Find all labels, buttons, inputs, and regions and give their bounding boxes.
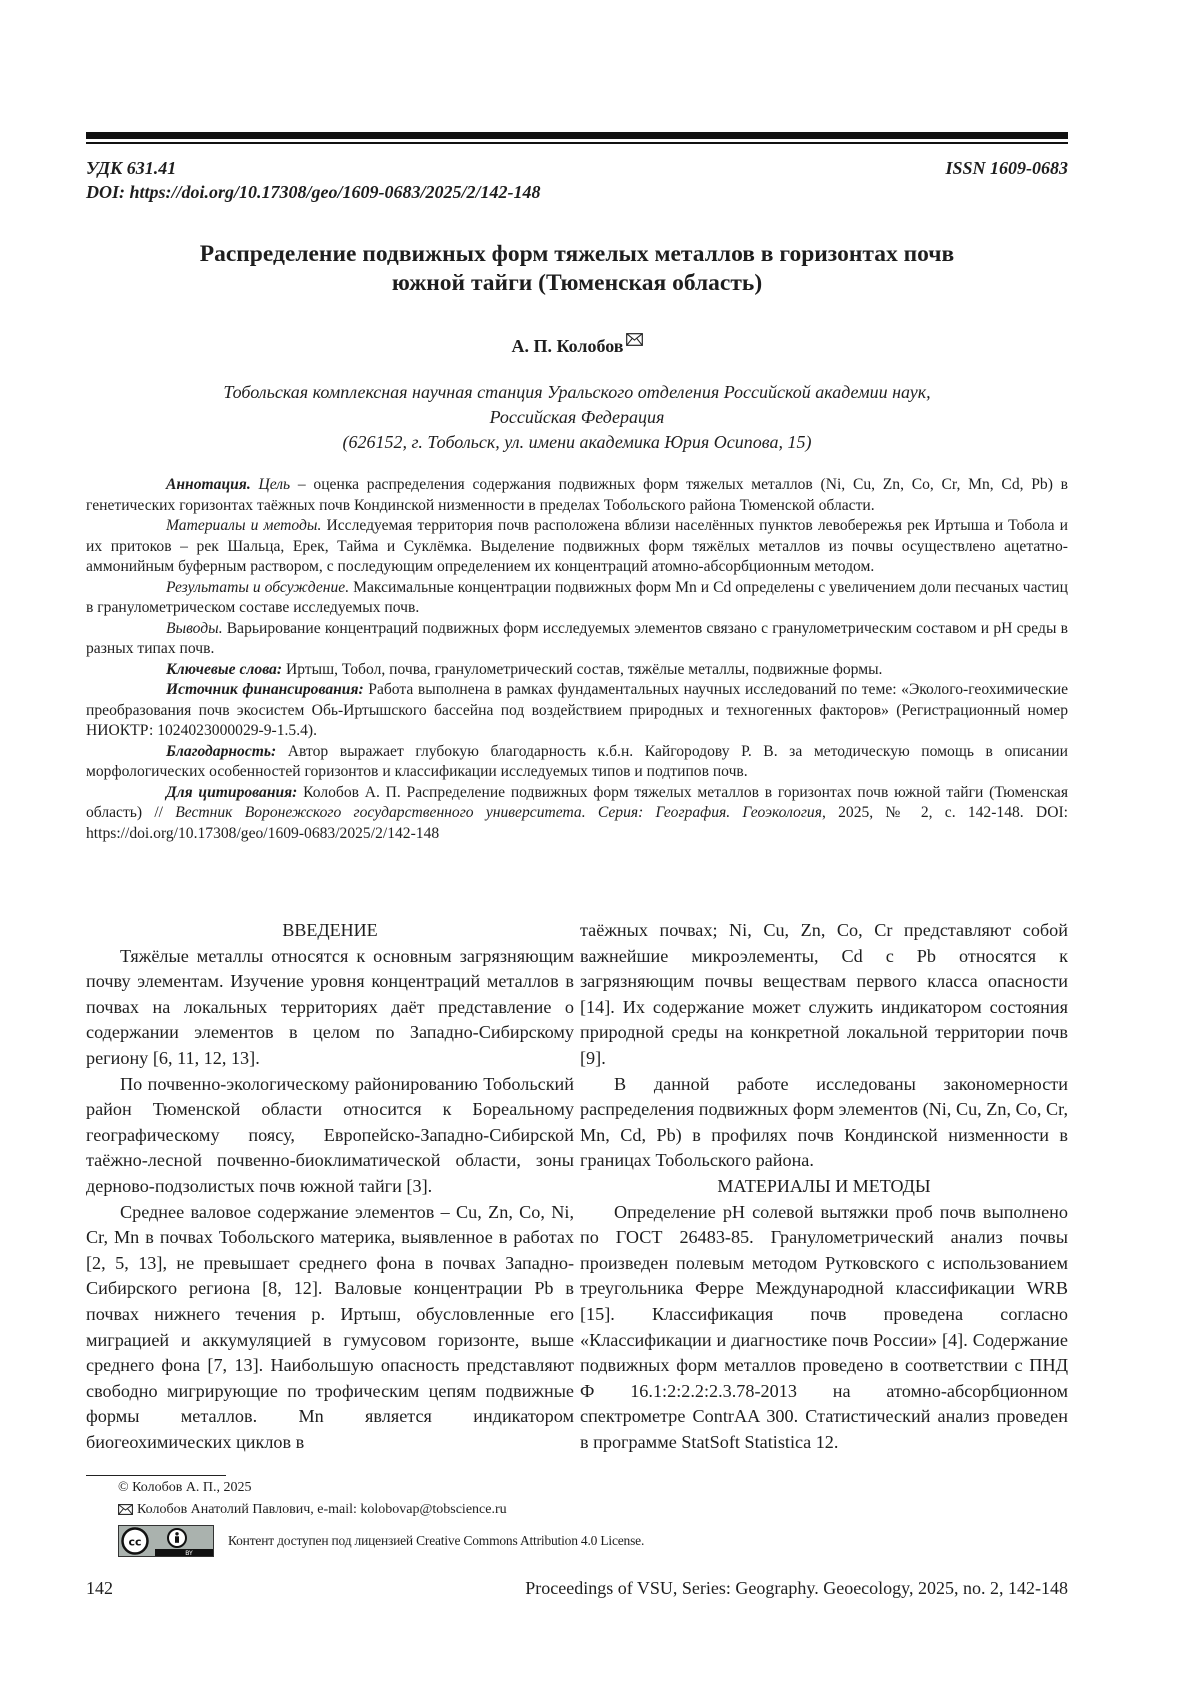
abstract-methods — [86, 516, 1068, 578]
methods-heading: МАТЕРИАЛЫ И МЕТОДЫ — [717, 1175, 931, 1196]
page-number: 142 — [86, 1578, 113, 1598]
author-line — [86, 333, 1068, 357]
abstract-thanks — [86, 742, 1068, 783]
copyright-note: © Колобов А. П., 2025 — [118, 1480, 252, 1495]
footnote-rule — [86, 1475, 226, 1476]
intro-paragraph-1: Тяжёлые металлы относятся к основным загрязняющим почву элементам. Изучение уровня концентраций металлов в почвах на локальных территориях даёт представление о содержании элементов в целом по Западно-Сибирскому региону [6, 11, 12, 13]. — [86, 945, 574, 1068]
keywords-label: Ключевые слова: — [166, 660, 283, 678]
intro-paragraph-3: Среднее валовое содержание элементов – Cu, Zn, Co, Ni, Cr, Mn в почвах Тобольского материка, выявленное в работах [2, 5, 13], не превышает среднего фона в почвах Западно-Сибирского региона [8, 12]. Валовые концентрации Pb в почвах нижнего течения р. Иртыш, обусловленные его миграцией и аккумуляцией в гумусовом горизонте, выше среднего фона [7, 13]. Наибольшую опасность представляют свободно мигрирующие по трофическим цепям подвижные формы металлов. Mn является индикатором биогеохимических циклов в — [86, 1201, 574, 1452]
affiliation-line-3: (626152, г. Тобольск, ул. имени академика Юрия Осипова, 15) — [342, 432, 812, 452]
author-name: А. П. Колобов — [511, 336, 624, 356]
keywords-text: Иртыш, Тобол, почва, гранулометрический состав, тяжёлые металлы, подвижные формы. — [282, 660, 883, 678]
thanks-label: Благодарность: — [166, 742, 277, 760]
goal-text: – оценка распределения содержания подвижных форм тяжелых металлов (Ni, Cu, Zn, Co, Cr, Mn, Cd, Pb) в генетических горизонтах таёжных почв Кондинской низменности в пределах Тобольского района Тюменской области. — [86, 476, 1068, 514]
right-column — [580, 918, 1068, 1455]
conclusions-text: Варьирование концентраций подвижных форм исследуемых элементов связано с гранулометрическим составом и pH среды в разных типах почв. — [86, 619, 1068, 657]
results-text: Максимальные концентрации подвижных форм Mn и Cd определены с увеличением доли песчаных частиц в гранулометрическом составе исследуемых почв. — [86, 578, 1068, 616]
methods-text: Исследуемая территория почв расположена вблизи населённых пунктов левобережья рек Иртыша и Тобола и их притоков – рек Шальца, Ерек, Тайма и Суклёмка. Выделение подвижных форм тяжёлых металлов из почвы осуществлено ацетатно-аммонийным буферным раствором, с последующим определением их концентраций атомно-абсорбционным методом. — [86, 517, 1068, 575]
abstract-results — [86, 578, 1068, 619]
title-line-2: южной тайги (Тюменская область) — [391, 270, 763, 296]
cc-by-label: BY — [185, 1550, 193, 1556]
udk-code: УДК 631.41 — [86, 158, 177, 178]
title-line-1: Распределение подвижных форм тяжелых металлов в горизонтах почв — [199, 241, 955, 267]
conclusions-label: Выводы. — [166, 619, 223, 637]
intro-paragraph-4: В данной работе исследованы закономерности распределения подвижных форм элементов (Ni, Cu, Zn, Co, Cr, Mn, Cd, Pb) в профилях почв Кондинской низменности в границах Тобольского района. — [580, 1073, 1068, 1171]
email-text: Колобов Анатолий Павлович, e-mail: kolobovap@tobscience.ru — [137, 1502, 507, 1517]
methods-paragraph-1: Определение pH солевой вытяжки проб почв выполнено по ГОСТ 26483-85. Гранулометрический анализ почвы произведен полевым методом Рутковского с использованием треугольника Ферре Международной классификации WRB [15]. Классификация почв проведена согласно «Классификации и диагностике почв России» [4]. Содержание подвижных форм металлов проведено в соответствии с ПНД Ф 16.1:2:2.2:2.3.78-2013 на атомно-абсорбционном спектрометре ContrAA 300. Статистический анализ проведен в программе StatSoft Statistica 12. — [580, 1201, 1068, 1452]
abstract-keywords — [86, 660, 1068, 681]
abstract-block — [86, 475, 1068, 844]
funding-label: Источник финансирования: — [166, 681, 364, 698]
svg-text:cc: cc — [128, 1535, 142, 1549]
citation-text-2: , 2025, № 2, с. 142-148. DOI: https://doi.org/10.17308/geo/1609-0683/2025/2/142-148 — [86, 804, 1068, 842]
article-title — [86, 240, 1068, 298]
cc-by-badge[interactable] — [118, 1525, 214, 1557]
results-label: Результаты и обсуждение. — [166, 578, 350, 596]
citation-journal: Вестник Воронежского государственного университета. Серия: География. Геоэкология — [175, 804, 822, 821]
envelope-icon — [626, 333, 643, 346]
abstract-conclusions — [86, 619, 1068, 660]
top-thin-rule — [86, 142, 1068, 144]
affiliation — [86, 380, 1068, 455]
intro-paragraph-3-continued: таёжных почвах; Ni, Cu, Zn, Co, Cr представляют собой важнейшие микроэлементы, Cd с Pb относятся к загрязняющим почвы веществам первого класса опасности [14]. Их содержание может служить индикатором состояния природной среды на конкретной локальной территории почв [9]. — [580, 920, 1068, 1068]
annotation-label: Аннотация. — [166, 476, 251, 493]
email-note — [118, 1502, 507, 1518]
abstract-funding — [86, 680, 1068, 742]
abstract-goal — [86, 475, 1068, 516]
goal-label: Цель — [258, 476, 291, 493]
journal-footer: Proceedings of VSU, Series: Geography. Geoecology, 2025, no. 2, 142-148 — [525, 1578, 1068, 1598]
top-thick-rule — [86, 132, 1068, 139]
license-note: Контент доступен под лицензией Creative Commons Attribution 4.0 License. — [228, 1533, 645, 1548]
funding-text: Работа выполнена в рамках фундаментальных научных исследований по теме: «Эколого-геохимические преобразования почв экосистем Обь-Иртышского бассейна под воздействием природных и техногенных факторов» (Регистрационный номер НИОКТР: 1024023000029-9-1.5.4). — [86, 681, 1068, 739]
thanks-text: Автор выражает глубокую благодарность к.б.н. Кайгородову Р. В. за методическую помощь в описании морфологических особенностей горизонтов и классификации исследуемых типов и подтипов почв. — [86, 742, 1068, 780]
abstract-citation — [86, 783, 1068, 845]
intro-paragraph-2: По почвенно-экологическому районированию Тобольский район Тюменской области относится к Бореальному географическому поясу, Европейско-Западно-Сибирской таёжно-лесной почвенно-биоклиматической области, зоны дерново-подзолистых почв южной тайги [3]. — [86, 1073, 574, 1196]
creative-commons-icon — [119, 1526, 213, 1556]
citation-label: Для цитирования: — [166, 783, 298, 801]
citation-text-1: Колобов А. П. Распределение подвижных форм тяжелых металлов в горизонтах почв южной тайги (Тюменская область) // — [86, 783, 1068, 821]
intro-heading: ВВЕДЕНИЕ — [282, 920, 378, 940]
left-column — [86, 918, 574, 1455]
issn-code: ISSN 1609-0683 — [945, 158, 1068, 178]
methods-label: Материалы и методы. — [166, 517, 322, 534]
affiliation-line-2: Российская Федерация — [489, 407, 665, 427]
affiliation-line-1: Тобольская комплексная научная станция Уральского отделения Российской академии наук, — [223, 382, 931, 402]
envelope-icon — [118, 1504, 133, 1515]
doi-link[interactable]: DOI: https://doi.org/10.17308/geo/1609-0683/2025/2/142-148 — [86, 182, 541, 202]
